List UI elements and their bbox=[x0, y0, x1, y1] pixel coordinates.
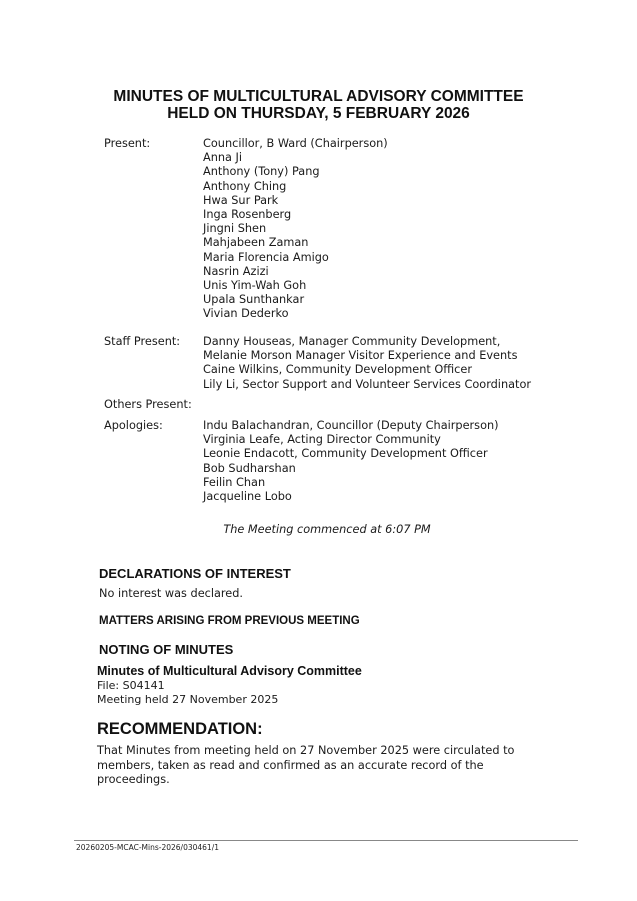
list-item: Inga Rosenberg bbox=[203, 208, 292, 222]
title-line-2: HELD ON THURSDAY, 5 FEBRUARY 2026 bbox=[167, 105, 470, 122]
list-item: Virginia Leafe, Acting Director Community bbox=[203, 433, 441, 447]
title-line-1: MINUTES OF MULTICULTURAL ADVISORY COMMITTEE bbox=[113, 88, 524, 105]
list-item: Jacqueline Lobo bbox=[203, 490, 292, 504]
minutes-meeting-date: Meeting held 27 November 2025 bbox=[97, 693, 279, 706]
list-item: Feilin Chan bbox=[203, 475, 266, 489]
list-item: Nasrin Azizi bbox=[203, 264, 269, 278]
list-item: Lily Li, Sector Support and Volunteer Services Coordinator bbox=[203, 377, 532, 391]
present-list bbox=[203, 137, 543, 322]
staff-present-list bbox=[203, 335, 543, 392]
list-item: Unis Yim-Wah Goh bbox=[203, 279, 307, 293]
recommendation-text: That Minutes from meeting held on 27 November 2025 were circulated to members, taken as read and confirmed as an accurate record of the proceedings. bbox=[97, 744, 515, 786]
list-item: Anthony (Tony) Pang bbox=[203, 165, 320, 179]
declarations-heading: DECLARATIONS OF INTEREST bbox=[99, 566, 291, 581]
matters-arising-heading: MATTERS ARISING FROM PREVIOUS MEETING bbox=[99, 615, 360, 627]
list-item: Caine Wilkins, Community Development Officer bbox=[203, 363, 472, 377]
apologies-list bbox=[203, 419, 543, 504]
list-item: Anna Ji bbox=[203, 151, 243, 165]
list-item: Anthony Ching bbox=[203, 179, 287, 193]
list-item: Bob Sudharshan bbox=[203, 461, 296, 475]
list-item: Jingni Shen bbox=[203, 222, 267, 236]
list-item: Councillor, B Ward (Chairperson) bbox=[203, 137, 388, 150]
list-item: Vivian Dederko bbox=[203, 307, 289, 321]
list-item: Indu Balachandran, Councillor (Deputy Chairperson) bbox=[203, 419, 499, 432]
footer-reference: 20260205-MCAC-Mins-2026/030461/1 bbox=[76, 843, 219, 852]
minutes-item-title: Minutes of Multicultural Advisory Committee bbox=[97, 664, 362, 678]
list-item: Leonie Endacott, Community Development Officer bbox=[203, 447, 488, 461]
list-item: Maria Florencia Amigo bbox=[203, 250, 329, 264]
list-item: Hwa Sur Park bbox=[203, 193, 279, 207]
noting-heading: NOTING OF MINUTES bbox=[99, 642, 234, 657]
list-item: Danny Houseas, Manager Community Development, bbox=[203, 335, 501, 348]
staff-present-label: Staff Present: bbox=[104, 335, 181, 348]
footer-divider bbox=[74, 840, 578, 841]
list-item: Mahjabeen Zaman bbox=[203, 236, 309, 250]
apologies-label: Apologies: bbox=[104, 419, 163, 432]
others-present-label: Others Present: bbox=[104, 398, 192, 411]
present-label: Present: bbox=[104, 137, 151, 150]
document-title bbox=[0, 88, 637, 122]
recommendation-heading: RECOMMENDATION: bbox=[97, 720, 263, 738]
list-item: Upala Sunthankar bbox=[203, 293, 305, 307]
meeting-commenced-note: The Meeting commenced at 6:07 PM bbox=[223, 523, 431, 536]
minutes-file-ref: File: S04141 bbox=[97, 679, 165, 692]
list-item: Melanie Morson Manager Visitor Experience and Events bbox=[203, 349, 518, 363]
declarations-text: No interest was declared. bbox=[99, 587, 244, 600]
minutes-item bbox=[97, 664, 362, 707]
